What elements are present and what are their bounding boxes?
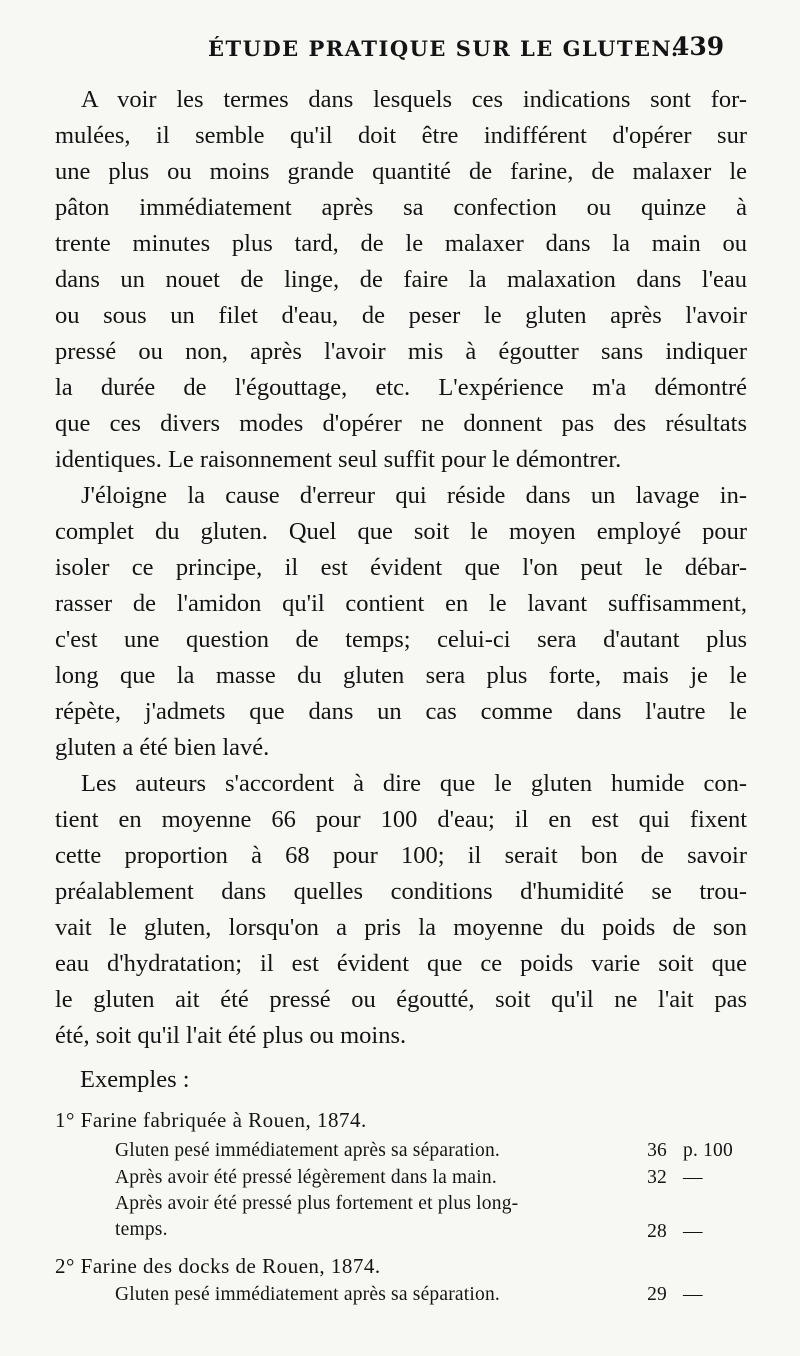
- text-line: cette proportion à 68 pour 100; il serait bon de savoir: [55, 842, 747, 869]
- text-line: le gluten ait été pressé ou égoutté, soit qu'il ne l'ait pas: [55, 986, 747, 1013]
- text-line: J'éloigne la cause d'erreur qui réside dans un lavage in-: [81, 482, 747, 509]
- sample-title: 2° Farine des docks de Rouen, 1874.: [55, 1254, 381, 1278]
- text-line: répète, j'admets que dans un cas comme dans l'autre le: [55, 698, 747, 725]
- text-line: eau d'hydratation; il est évident que ce poids varie soit que: [55, 950, 747, 977]
- measurement-desc-line: Après avoir été pressé plus fortement et plus long-: [115, 1193, 519, 1214]
- text-line: mulées, il semble qu'il doit être indifférent d'opérer sur: [55, 122, 747, 149]
- measurement-desc: Après avoir été pressé légèrement dans la main.: [115, 1167, 497, 1188]
- text-line: complet du gluten. Quel que soit le moyen employé pour: [55, 518, 747, 545]
- measurement-value: 36: [647, 1140, 667, 1161]
- measurement-value: 32: [647, 1167, 667, 1188]
- measurement-row: [55, 1191, 755, 1245]
- text-line: dans un nouet de linge, de faire la malaxation dans l'eau: [55, 266, 747, 293]
- text-line: gluten a été bien lavé.: [55, 734, 270, 761]
- paragraph-2: [55, 478, 747, 766]
- sample-block-1: [55, 1108, 755, 1245]
- text-line: trente minutes plus tard, de le malaxer dans la main ou: [55, 230, 747, 257]
- text-line: A voir les termes dans lesquels ces indications sont for-: [81, 86, 747, 113]
- text-line: été, soit qu'il l'ait été plus ou moins.: [55, 1022, 407, 1049]
- body-text: [55, 82, 747, 1054]
- text-line: long que la masse du gluten sera plus forte, mais je le: [55, 662, 747, 689]
- text-line: la durée de l'égouttage, etc. L'expérience m'a démontré: [55, 374, 747, 401]
- running-title: ÉTUDE PRATIQUE SUR LE GLUTEN.: [208, 36, 680, 61]
- paragraph-3: [55, 766, 747, 1054]
- text-line: vait le gluten, lorsqu'on a pris la moyenne du poids de son: [55, 914, 747, 941]
- measurement-unit: —: [683, 1167, 703, 1188]
- text-line: tient en moyenne 66 pour 100 d'eau; il en est qui fixent: [55, 806, 747, 833]
- text-line: une plus ou moins grande quantité de farine, de malaxer le: [55, 158, 747, 185]
- examples-label: Exemples :: [80, 1066, 190, 1093]
- text-line: Les auteurs s'accordent à dire que le gluten humide con-: [81, 770, 747, 797]
- measurement-desc: [115, 1191, 518, 1243]
- measurement-row: [55, 1164, 755, 1191]
- measurement-desc: Gluten pesé immédiatement après sa séparation.: [115, 1140, 500, 1161]
- measurement-value: 28: [647, 1221, 667, 1242]
- measurement-value: 29: [647, 1284, 667, 1305]
- text-line: rasser de l'amidon qu'il contient en le lavant suffisamment,: [55, 590, 747, 617]
- sample-title: 1° Farine fabriquée à Rouen, 1874.: [55, 1108, 367, 1132]
- measurement-row: [55, 1281, 755, 1308]
- text-line: isoler ce principe, il est évident que l'on peut le débar-: [55, 554, 747, 581]
- measurement-desc-line: temps.: [115, 1219, 168, 1240]
- text-line: c'est une question de temps; celui-ci sera d'autant plus: [55, 626, 747, 653]
- sample-block-2: [55, 1254, 755, 1308]
- text-line: que ces divers modes d'opérer ne donnent pas des résultats: [55, 410, 747, 437]
- measurement-unit: —: [683, 1221, 703, 1242]
- paragraph-1: [55, 82, 747, 478]
- text-line: identiques. Le raisonnement seul suffit pour le démontrer.: [55, 446, 622, 473]
- page-header: [0, 32, 800, 76]
- text-line: préalablement dans quelles conditions d'humidité se trou-: [55, 878, 747, 905]
- text-line: ou sous un filet d'eau, de peser le gluten après l'avoir: [55, 302, 747, 329]
- measurement-unit: p. 100: [683, 1140, 733, 1161]
- measurement-unit: —: [683, 1284, 703, 1305]
- text-line: pressé ou non, après l'avoir mis à égoutter sans indiquer: [55, 338, 747, 365]
- page-number: 439: [672, 32, 725, 61]
- text-line: pâton immédiatement après sa confection ou quinze à: [55, 194, 747, 221]
- measurement-row: [55, 1137, 755, 1164]
- measurement-desc: Gluten pesé immédiatement après sa séparation.: [115, 1284, 500, 1305]
